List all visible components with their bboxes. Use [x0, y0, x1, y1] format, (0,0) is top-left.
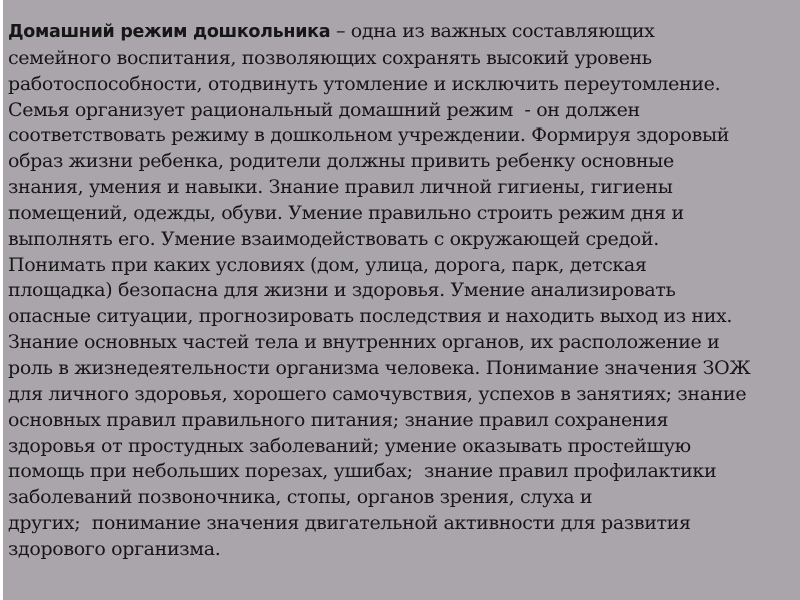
text-line-13: роль в жизнедеятельности организма человека. Понимание значения ЗОЖ — [8, 356, 751, 379]
text-line-4: соответствовать режиму в дошкольном учреждении. Формируя здоровый — [8, 124, 730, 147]
text-line-10: площадка) безопасна для жизни и здоровья. Умение анализировать — [8, 279, 676, 302]
text-line-7: помещений, одежды, обуви. Умение правильно строить режим дня и — [8, 201, 684, 224]
lead-term: Домашний режим дошкольника — [8, 22, 331, 42]
text-line-1: семейного воспитания, позволяющих сохранять высокий уровень — [8, 46, 652, 69]
text-line-12: Знание основных частей тела и внутренних органов, их расположение и — [8, 331, 720, 354]
slide-edge-accent — [0, 0, 3, 600]
text-line-5: образ жизни ребенка, родители должны привить ребенку основные — [8, 150, 674, 173]
text-line-15: основных правил правильного питания; знание правил сохранения — [8, 408, 669, 431]
text-line-20: здорового организма. — [8, 537, 221, 560]
text-line-8: выполнять его. Умение взаимодействовать с окружающей средой. — [8, 227, 659, 250]
text-line-18: заболеваний позвоночника, стопы, органов зрения, слуха и — [8, 486, 593, 509]
text-line-9: Понимать при каких условиях (дом, улица, дорога, парк, детская — [8, 253, 647, 276]
text-line-17: помощь при небольших порезах, ушибах; знание правил профилактики — [8, 460, 717, 483]
text-line-2: работоспособности, отодвинуть утомление и исключить переутомление. — [8, 72, 721, 95]
lead-continuation: – одна из важных составляющих — [330, 20, 655, 42]
text-line-19: других; понимание значения двигательной активности для развития — [8, 512, 691, 535]
text-line-11: опасные ситуации, прогнозировать последствия и находить выход из них. — [8, 305, 733, 328]
text-line-6: знания, умения и навыки. Знание правил личной гигиены, гигиены — [8, 176, 673, 199]
body-text — [8, 19, 794, 563]
text-line-3: Семья организует рациональный домашний режим - он должен — [8, 98, 640, 121]
text-line-16: здоровья от простудных заболеваний; умение оказывать простейшую — [8, 434, 691, 457]
text-line-14: для личного здоровья, хорошего самочувствия, успехов в занятиях; знание — [8, 382, 747, 405]
